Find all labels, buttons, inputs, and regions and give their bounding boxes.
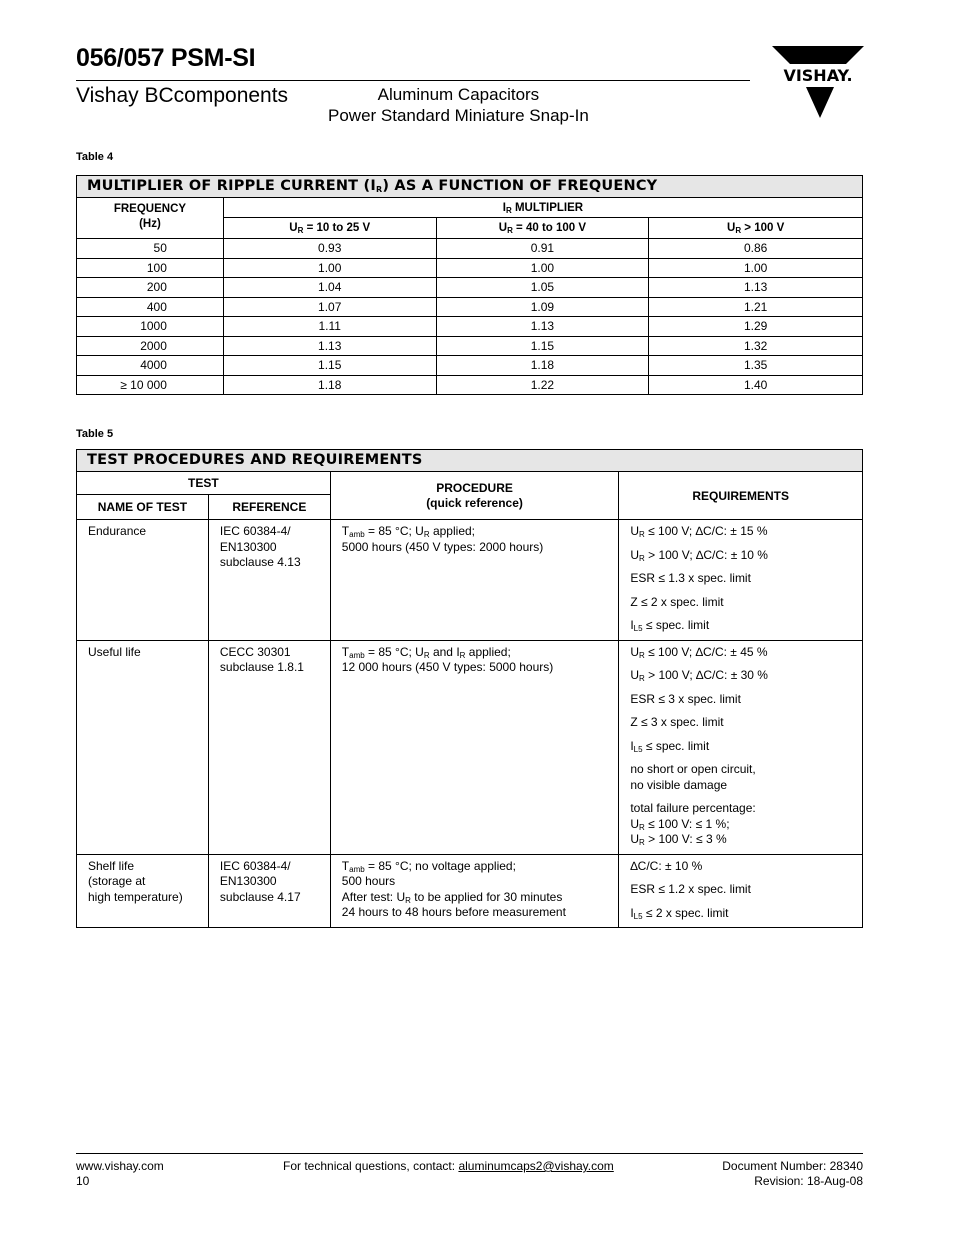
test-reference: IEC 60384-4/ EN130300 subclause 4.17 [208, 854, 330, 928]
table-4-label: Table 4 [76, 151, 114, 163]
footer-right [722, 1159, 863, 1188]
reference-header: REFERENCE [208, 495, 330, 520]
product-subtitle [328, 84, 589, 126]
test-header: TEST [77, 472, 331, 495]
svg-text:VISHAY.: VISHAY. [783, 66, 853, 85]
header-divider [76, 80, 750, 81]
test-procedure: $T_{amb} = 85$ °C; $U_R$ applied; 5000 hours (450 V types: 2000 hours) [330, 520, 619, 641]
table-row: 200 1.04 1.05 1.13 [77, 278, 863, 298]
footer-left [76, 1159, 164, 1188]
column-header: $U_R = 40$ to 100 V [436, 218, 649, 239]
test-reference: IEC 60384-4/ EN130300 subclause 4.13 [208, 520, 330, 641]
subtitle-line-1: Aluminum Capacitors [377, 85, 540, 104]
multiplier-header: $I_R$ MULTIPLIER [223, 198, 862, 218]
subtitle-line-2: Power Standard Miniature Snap-In [328, 106, 589, 125]
ripple-multiplier-table [76, 175, 863, 395]
test-procedures-table [76, 449, 863, 928]
table-row [77, 640, 863, 854]
website-link[interactable]: www.vishay.com [76, 1159, 164, 1173]
test-procedure: $T_{amb} = 85$ °C; no voltage applied; 500 hours After test: $U_R$ to be applied for 30 minutes 24 hours to 48 hours before measurement [330, 854, 619, 928]
table-row: 2000 1.13 1.15 1.32 [77, 336, 863, 356]
table-row [77, 854, 863, 928]
contact-email-link[interactable]: aluminumcaps2@vishay.com [458, 1159, 614, 1173]
test-name: Endurance [77, 520, 209, 641]
table-row: ≥ 10 000 1.18 1.22 1.40 [77, 375, 863, 395]
table-row: 50 0.93 0.91 0.86 [77, 239, 863, 259]
test-requirements: $U_R \le 100$ V; ∆C/C: ± 45 % $U_R > 100$ V; ∆C/C: ± 30 % ESR ≤ 3 x spec. limit Z ≤ 3 x spec. limit $I_{L5}$ ≤ spec. limit no short or open circuit, no visible damage total failure percentage: $U_R \le 100$ V: ≤ 1 %; $U_R > 100$ V: ≤ 3 % [619, 640, 863, 854]
table-5-label: Table 5 [76, 428, 114, 440]
test-name: Useful life [77, 640, 209, 854]
frequency-header: FREQUENCY (Hz) [77, 198, 224, 239]
test-requirements: $U_R \le 100$ V; ∆C/C: ± 15 % $U_R > 100$ V; ∆C/C: ± 10 % ESR ≤ 1.3 x spec. limit Z ≤ 2 x spec. limit $I_{L5}$ ≤ spec. limit [619, 520, 863, 641]
column-header: $U_R = 10$ to 25 V [223, 218, 436, 239]
table-row: 100 1.00 1.00 1.00 [77, 258, 863, 278]
test-procedure: $T_{amb} = 85$ °C; $U_R$ and $I_R$ applied; 12 000 hours (450 V types: 5000 hours) [330, 640, 619, 854]
vishay-logo [770, 44, 866, 120]
brand-name: Vishay BCcomponents [76, 84, 289, 107]
test-requirements: ∆C/C: ± 10 % ESR ≤ 1.2 x spec. limit $I_{L5} \le 2$ x spec. limit [619, 854, 863, 928]
footer-contact: For technical questions, contact: aluminumcaps2@vishay.com [283, 1159, 614, 1173]
footer-divider [76, 1153, 863, 1154]
table-4-title: MULTIPLIER OF RIPPLE CURRENT $(I_R)$ AS A FUNCTION OF FREQUENCY [77, 176, 863, 198]
requirements-header: REQUIREMENTS [619, 472, 863, 520]
table-5-title: TEST PROCEDURES AND REQUIREMENTS [77, 450, 863, 472]
test-name: Shelf life (storage at high temperature) [77, 854, 209, 928]
revision-date: Revision: 18-Aug-08 [754, 1173, 863, 1188]
table-row: 400 1.07 1.09 1.21 [77, 297, 863, 317]
table-row: 4000 1.15 1.18 1.35 [77, 356, 863, 376]
document-title: 056/057 PSM-SI [76, 44, 256, 72]
procedure-header: PROCEDURE (quick reference) [330, 472, 619, 520]
test-reference: CECC 30301 subclause 1.8.1 [208, 640, 330, 854]
column-header: $U_R > 100$ V [649, 218, 863, 239]
document-number: Document Number: 28340 [722, 1159, 863, 1173]
table-row: 1000 1.11 1.13 1.29 [77, 317, 863, 337]
page-number: 10 [76, 1173, 90, 1188]
name-of-test-header: NAME OF TEST [77, 495, 209, 520]
table-row [77, 520, 863, 641]
